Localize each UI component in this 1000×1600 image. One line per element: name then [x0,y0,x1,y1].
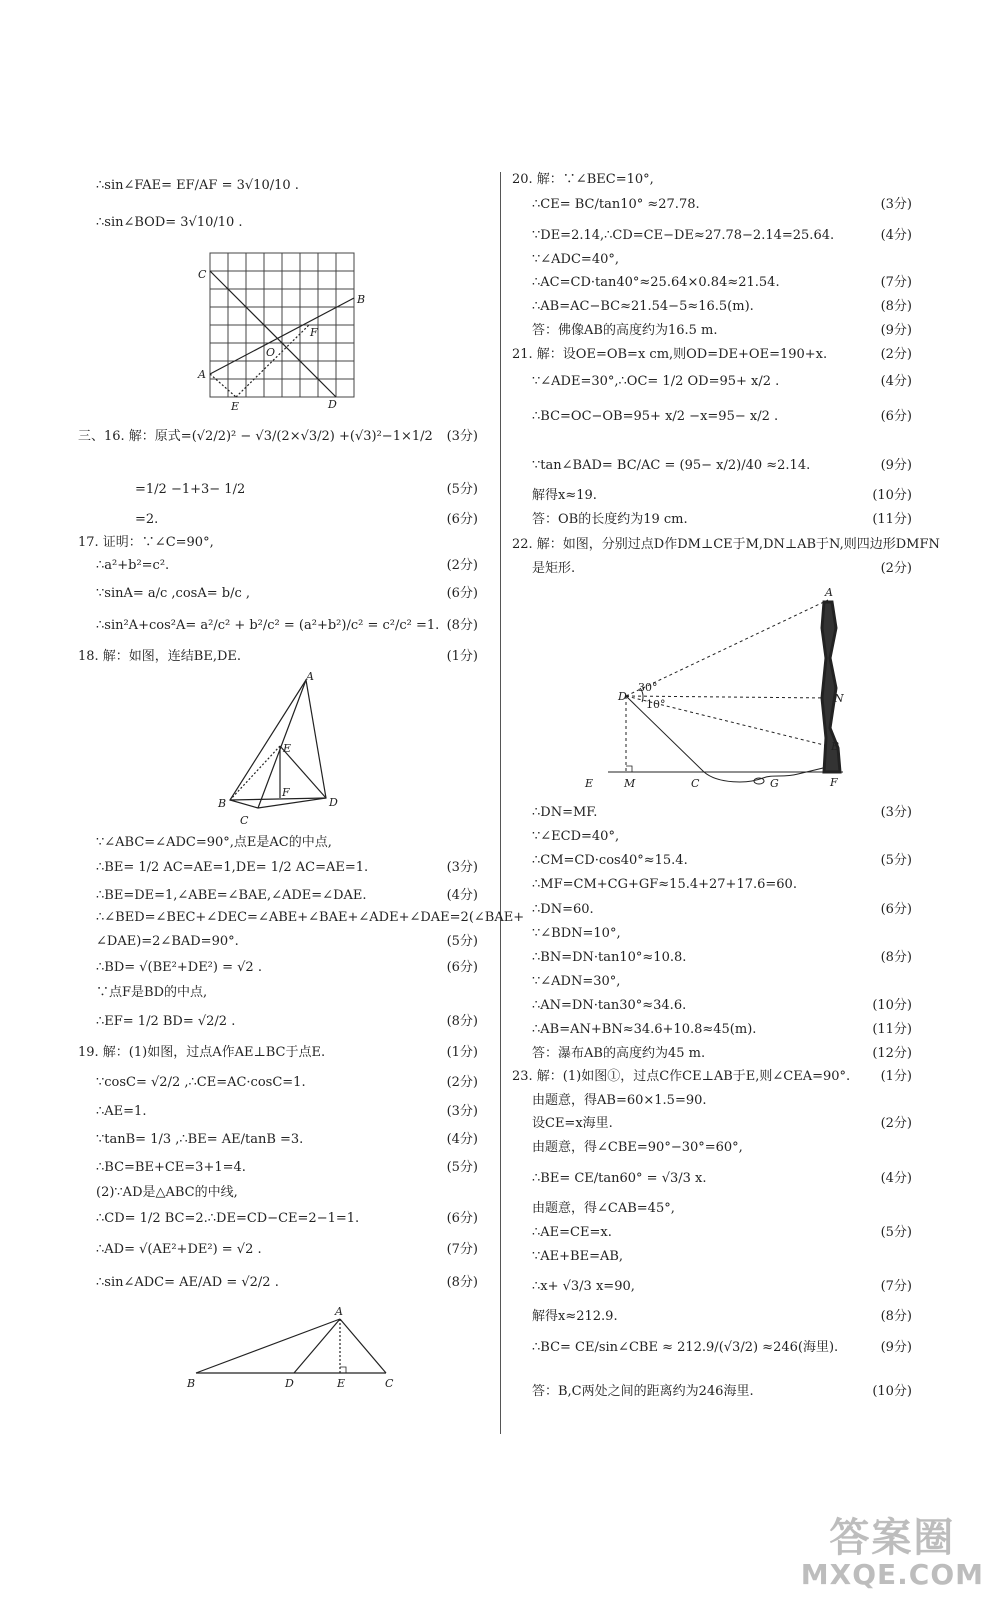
solution-line: 22. 解：如图，分别过点D作DM⊥CE于M,DN⊥AB于N,则四边形DMFN [512,537,940,552]
score-points: (6分) [446,586,478,601]
solution-line: ∴AE=CE=x. [532,1225,612,1240]
solution-line: ∴CE= BC/tan10° ≈27.78. [532,197,700,212]
fig18-label: E [283,742,292,755]
fig15-label: A [198,368,206,381]
solution-line: ∴BD= √(BE²+DE²) = √2 . [96,960,262,975]
fig15-label: D [328,398,337,411]
solution-line: ∴MF=CM+CG+GF≈15.4+27+17.6=60. [532,877,797,892]
solution-line: 由题意，得AB=60×1.5=90. [532,1093,707,1108]
fig19-label: A [335,1305,343,1318]
score-points: (8分) [446,618,478,633]
score-points: (5分) [446,934,478,949]
score-points: (2分) [446,558,478,573]
solution-line: ∴BN=DN·tan10°≈10.8. [532,950,687,965]
score-points: (1分) [446,1045,478,1060]
score-points: (9分) [880,1340,912,1355]
score-points: (2分) [880,1116,912,1131]
figure-18-triangle [210,672,350,832]
fig22-label: A [825,586,833,599]
solution-line: 设CE=x海里. [532,1116,613,1131]
solution-line: ∵AE+BE=AB, [532,1249,624,1264]
solution-line: 答：B,C两处之间的距离约为246海里. [532,1384,754,1399]
score-points: (6分) [446,512,478,527]
score-points: (10分) [872,1384,912,1399]
fig19-label: D [285,1377,294,1390]
score-points: (8分) [880,1309,912,1324]
solution-line: (2)∵AD是△ABC的中线, [96,1185,238,1200]
solution-line: 20. 解：∵∠BEC=10°, [512,172,654,187]
fig22-label: B [831,740,840,753]
score-points: (8分) [446,1014,478,1029]
solution-line: ∵∠ADC=40°, [532,252,619,267]
fig15-label: F [310,326,318,339]
score-points: (2分) [880,347,912,362]
solution-line: ∴AE=1. [96,1104,147,1119]
solution-line: 19. 解：(1)如图，过点A作AE⊥BC于点E. [78,1045,326,1060]
solution-line: ∵sinA= a/c ,cosA= b/c , [96,586,251,601]
score-points: (10分) [872,998,912,1013]
solution-line: ∵点F是BD的中点, [96,985,208,1000]
solution-line: ∵tan∠BAD= BC/AC = (95− x/2)/40 ≈2.14. [532,458,811,473]
solution-line: 答：OB的长度约为19 cm. [532,512,688,527]
fig15-label: B [357,293,366,306]
solution-line: 解得x≈19. [532,488,597,503]
fig15-label: C [198,268,207,281]
fig19-label: B [187,1377,196,1390]
watermark-url: MXQE.COM [800,1558,984,1591]
score-points: (8分) [880,950,912,965]
score-points: (5分) [446,1160,478,1175]
fig18-label: B [218,797,227,810]
solution-line: ∴AN=DN·tan30°≈34.6. [532,998,687,1013]
fig15-label: E [231,400,240,413]
solution-line: ∴CD= 1/2 BC=2.∴DE=CD−CE=2−1=1. [96,1211,360,1226]
fig19-label: E [337,1377,346,1390]
score-points: (8分) [880,299,912,314]
solution-line: 答：佛像AB的高度约为16.5 m. [532,323,718,338]
fig22-label: F [830,776,838,789]
figure-22-waterfall [578,588,878,798]
fig18-label: A [306,670,314,683]
solution-line: ∵tanB= 1/3 ,∴BE= AE/tanB =3. [96,1132,304,1147]
fig22-angle: 30° [638,681,658,694]
fig18-label: C [240,814,249,827]
solution-line: ∴CM=CD·cos40°≈15.4. [532,853,688,868]
fig22-label: C [691,777,700,790]
score-points: (6分) [880,902,912,917]
fig18-label: D [329,796,338,809]
fig18-label: F [282,786,290,799]
watermark-logo: 答案圈 [829,1515,956,1561]
fig19-label: C [385,1377,394,1390]
solution-line: ∴BC=BE+CE=3+1=4. [96,1160,246,1175]
solution-line: ∵∠ADN=30°, [532,974,621,989]
score-points: (1分) [446,649,478,664]
solution-line: ∵∠ECD=40°, [532,829,620,844]
score-points: (5分) [880,853,912,868]
figure-15-grid [200,250,370,420]
score-points: (3分) [446,429,478,444]
solution-line: 21. 解：设OE=OB=x cm,则OD=DE+OE=190+x. [512,347,828,362]
score-points: (11分) [872,512,912,527]
solution-line: ∴BC=OC−OB=95+ x/2 −x=95− x/2 . [532,409,779,424]
score-points: (5分) [446,482,478,497]
score-points: (6分) [446,960,478,975]
column-divider [500,172,501,1434]
solution-line: =2. [135,512,159,527]
score-points: (5分) [880,1225,912,1240]
solution-line: ∵∠ADE=30°,∴OC= 1/2 OD=95+ x/2 . [532,374,780,389]
solution-line: 是矩形. [532,561,576,576]
solution-line: ∴EF= 1/2 BD= √2/2 . [96,1014,236,1029]
solution-line: ∴sin∠BOD= 3√10/10 . [96,215,243,230]
score-points: (4分) [880,1171,912,1186]
solution-line: ∵∠ABC=∠ADC=90°,点E是AC的中点, [96,835,332,850]
score-points: (3分) [880,805,912,820]
score-points: (3分) [446,860,478,875]
solution-line: ∠DAE)=2∠BAD=90°. [96,934,239,949]
solution-line: 17. 证明：∵∠C=90°, [78,535,214,550]
solution-line: ∴AD= √(AE²+DE²) = √2 . [96,1242,262,1257]
score-points: (11分) [872,1022,912,1037]
solution-line: ∴BE= 1/2 AC=AE=1,DE= 1/2 AC=AE=1. [96,860,369,875]
score-points: (9分) [880,323,912,338]
score-points: (4分) [880,374,912,389]
fig22-label: G [770,777,779,790]
score-points: (3分) [446,1104,478,1119]
score-points: (7分) [880,275,912,290]
score-points: (12分) [872,1046,912,1061]
solution-line: =1/2 −1+3− 1/2 [135,482,246,497]
solution-line: ∵cosC= √2/2 ,∴CE=AC·cosC=1. [96,1075,306,1090]
solution-line: ∵DE=2.14,∴CD=CE−DE≈27.78−2.14=25.64. [532,228,835,243]
solution-line: ∴a²+b²=c². [96,558,170,573]
score-points: (2分) [880,561,912,576]
score-points: (9分) [880,458,912,473]
solution-line: ∴DN=MF. [532,805,598,820]
fig22-label: D [618,690,627,703]
solution-line: ∴AC=CD·tan40°≈25.64×0.84≈21.54. [532,275,780,290]
fig15-label: O [266,346,276,359]
solution-line: ∴BE= CE/tan60° = √3/3 x. [532,1171,707,1186]
score-points: (3分) [880,197,912,212]
solution-line: ∵∠BDN=10°, [532,926,621,941]
score-points: (4分) [880,228,912,243]
solution-line: ∴DN=60. [532,902,594,917]
fig22-label: M [624,777,636,790]
score-points: (7分) [446,1242,478,1257]
solution-line: ∴sin∠FAE= EF/AF = 3√10/10 . [96,178,299,193]
fig22-angle: 10° [646,698,666,711]
score-points: (7分) [880,1279,912,1294]
score-points: (10分) [872,488,912,503]
solution-line: ∴sin²A+cos²A= a²/c² + b²/c² = (a²+b²)/c² = c²/c² =1. [96,618,440,633]
solution-line: ∴AB=AN+BN≈34.6+10.8≈45(m). [532,1022,757,1037]
figure-19-triangle [180,1305,410,1395]
score-points: (6分) [446,1211,478,1226]
score-points: (8分) [446,1275,478,1290]
solution-line: 答：瀑布AB的高度约为45 m. [532,1046,706,1061]
solution-line: 由题意，得∠CAB=45°, [532,1201,675,1216]
score-points: (1分) [880,1069,912,1084]
solution-line: ∴∠BED=∠BEC+∠DEC=∠ABE+∠BAE+∠ADE+∠DAE=2(∠BAE+ [96,910,525,925]
solution-line: ∴sin∠ADC= AE/AD = √2/2 . [96,1275,279,1290]
solution-line: 三、16. 解：原式=(√2/2)² − √3/(2×√3/2) +(√3)²−1×1/2 [78,429,433,444]
score-points: (6分) [880,409,912,424]
fig22-label: N [834,692,844,705]
solution-line: ∴AB=AC−BC≈21.54−5≈16.5(m). [532,299,754,314]
solution-line: 由题意，得∠CBE=90°−30°=60°, [532,1140,743,1155]
score-points: (4分) [446,1132,478,1147]
score-points: (4分) [446,888,478,903]
fig22-label: E [585,777,594,790]
solution-line: 解得x≈212.9. [532,1309,618,1324]
solution-line: 23. 解：(1)如图①，过点C作CE⊥AB于E,则∠CEA=90°. [512,1069,851,1084]
solution-line: 18. 解：如图，连结BE,DE. [78,649,242,664]
solution-line: ∴x+ √3/3 x=90, [532,1279,635,1294]
score-points: (2分) [446,1075,478,1090]
solution-line: ∴BC= CE/sin∠CBE ≈ 212.9/(√3/2) ≈246(海里). [532,1340,839,1355]
watermark [801,1516,984,1590]
solution-line: ∴BE=DE=1,∠ABE=∠BAE,∠ADE=∠DAE. [96,888,367,903]
